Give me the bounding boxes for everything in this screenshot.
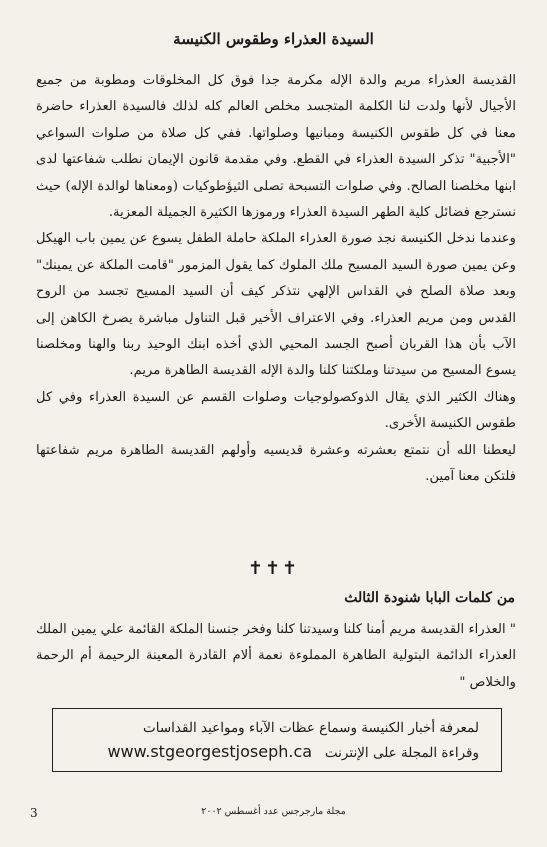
quote-text: " العذراء القديسة مريم أمنا كلنا وسيدتنا كلنا وفخر جنسنا الملكة القائمة علي يمين الملك العذراء الدائمة البتولية الطاهرة المملوءة نعمة ألام القادرة المعينة الرحيمة أم الرحمة والخلاص " bbox=[36, 622, 516, 690]
article-paragraph: وهناك الكثير الذي يقال الذوكصولوجيات وصلوات القسم عن السيدة العذراء وفي كل طقوس الكنيسة الأخرى. bbox=[36, 389, 516, 432]
crosses-ornament: ✝✝✝ bbox=[247, 558, 300, 579]
page-number: 3 bbox=[30, 806, 38, 820]
info-line-text: وقراءة المجلة على الإنترنت bbox=[324, 745, 479, 761]
section-subtitle: من كلمات البابا شنودة الثالث bbox=[344, 590, 515, 606]
article-paragraph: ليعطنا الله أن نتمتع بعشرته وعشرة قديسيه وأولهم القديسة الطاهرة مريم شفاعتها فلتكن معنا آمين. bbox=[36, 442, 516, 485]
pope-quote bbox=[36, 617, 516, 696]
website-link[interactable]: www.stgeorgestjoseph.ca bbox=[107, 742, 313, 761]
article-body bbox=[36, 68, 516, 491]
article-paragraph: وعندما ندخل الكنيسة نجد صورة العذراء الملكة حاملة الطفل يسوع عن يمين باب الهيكل وعن يمين صورة السيد المسيح ملك الملوك كما يقول المزمور "قامت الملكة عن يمينك" وبعد صلاة الصلح في القداس الإلهي نتذكر كيف أن السيد المسيح تجسد من الروح القدس ومن مريم العذراء. وفي الاعتراف الأخير قبل التناول مباشرة يصرخ الكاهن إلى الآب بأن هذا القربان أصبح الجسد المحيي الذي أخذه ابنك الوحيد ربنا والهنا ومخلصنا يسوع المسيح من سيدتنا وملكتنا كلنا والدة الإله القديسة الطاهرة مريم. bbox=[36, 231, 516, 379]
info-line-website bbox=[63, 739, 479, 766]
article-paragraph: القديسة العذراء مريم والدة الإله مكرمة جدا فوق كل المخلوقات ومطوبة من جميع الأجيال لأنها ولدت لنا الكلمة المتجسد مخلص العالم كله لذلك فالسيدة العذراء حاضرة معنا في كل طقوس الكنيسة ومبانيها وصلواتها. ففي كل صلاة من صلوات السواعي "الأجبية" تذكر السيدة العذراء في القطع. وفي مقدمة قانون الإيمان نطلب شفاعتها لدى ابنها مخلصنا الصالح. وفي صلوات التسبحة تصلى الثيؤطوكيات (ومعناها لوالدة الإله) حيث نسترجع فضائل كلية الطهر السيدة العذراء ورموزها الكثيرة الجميلة المعزية. bbox=[36, 73, 516, 221]
article-title: السيدة العذراء وطقوس الكنيسة bbox=[173, 30, 374, 48]
website-info-box bbox=[52, 708, 502, 772]
footer-magazine-name: مجلة مارجرجس عدد أغسطس ٢٠٠٢ bbox=[201, 806, 346, 817]
info-line: لمعرفة أخبار الكنيسة وسماع عظات الآباء ومواعيد القداسات bbox=[143, 720, 479, 736]
